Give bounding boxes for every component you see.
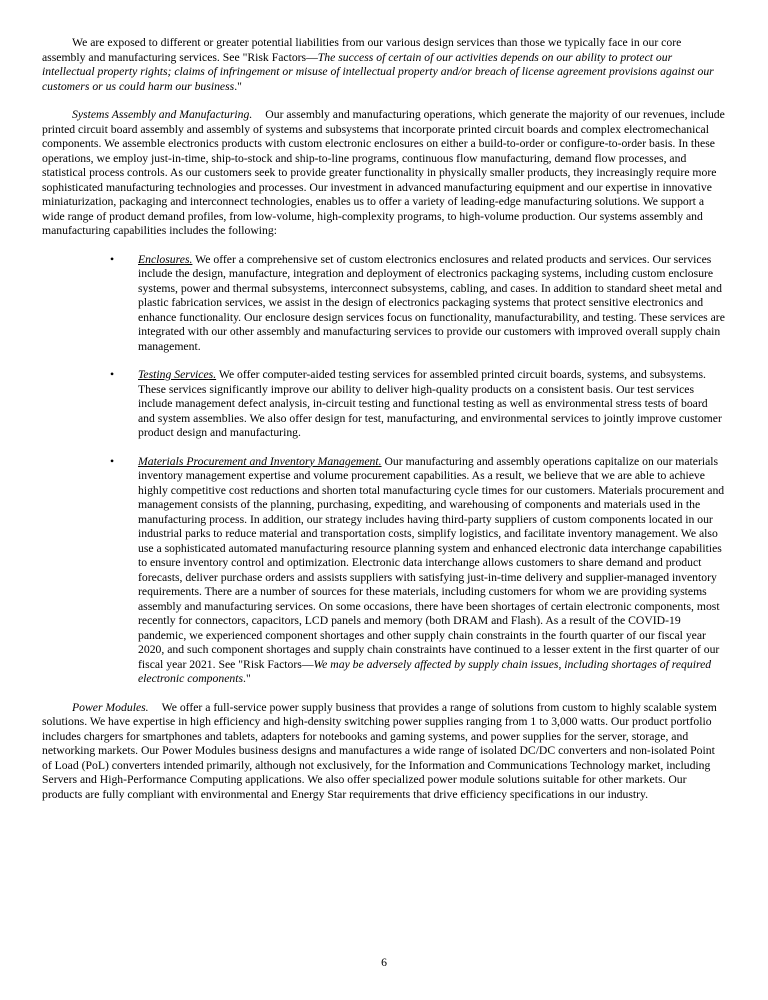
testing-services-heading: Testing Services. [138, 368, 217, 381]
materials-procurement-body: Our manufacturing and assembly operations capitalize on our materials inventory management expertise and volume procurement capabilities. As a result, we believe that we are able to achieve highly competitive cost reductions and shorten total manufacturing cycle times for our customers. Materials procurement and management consists of the planning, purchasing, expediting, and warehousing of components and materials used in the manufacturing process. In addition, our strategy includes having third-party suppliers of custom components located in our industrial parks to reduce material and transportation costs, simplify logistics, and facilitate inventory management. We also use a sophisticated automated manufacturing resource planning system and enhanced electronic data interchange capabilities to ensure inventory control and optimization. Electronic data interchange allows customers to share demand and product forecasts, deliver purchase orders and assists suppliers with satisfying just-in-time delivery and supplier-managed inventory requirements. There are a number of sources for these materials, including customers for whom we are providing systems assembly and manufacturing services. On some occasions, there have been shortages of certain electronic components, most recently for connectors, capacitors, LCD panels and memory (both DRAM and Flash). As a result of the COVID-19 pandemic, we experienced component shortages and other supply chain constraints in the fourth quarter of our fiscal year 2020, and such component shortages and supply chain constraints have continued to a lesser extent in the first quarter of our fiscal year 2021. See "Risk Factors— [138, 454, 725, 671]
list-item-text [138, 455, 726, 687]
intro-lead-text: We are exposed to different or greater potential liabilities from our various design services than those we typically face in our core assembly and manufacturing services. See "Risk Factors— [42, 36, 682, 64]
enclosures-heading: Enclosures. [138, 252, 193, 266]
intro-risk-factor-italic: The success of certain of our activities depends on our ability to protect our intellectual property rights; claims of infringement or misuse of intellectual property and/or breach of license agreement provisions against our customers or us could harm our business [42, 50, 714, 93]
intro-close-text: ." [234, 79, 242, 93]
power-modules-paragraph [42, 701, 726, 803]
enclosures-body: We offer a comprehensive set of custom electronics enclosures and related products and services. Our services include the design, manufacture, integration and deployment of electronics packaging systems, including custom enclosure systems, power and thermal subsystems, interconnect subsystems, cabling, and cases. In addition to standard sheet metal and plastic fabrication services, we assist in the design of electronics packaging systems that protect sensitive electronics and enhance functionality. Our enclosure design services focus on functionality, manufacturability, and testing. These services are integrated with our other assembly and manufacturing services to provide our customers with improved overall supply chain management. [138, 252, 725, 353]
list-item-enclosures [42, 253, 726, 355]
materials-close-text: ." [243, 672, 251, 685]
power-modules-body: We offer a full-service power supply business that provides a range of solutions from custom to highly scalable system solutions. We have expertise in high efficiency and high-density switching power supplies ranging from 1 to 3,000 watts. Our product portfolio includes chargers for smartphones and tablets, adapters for notebooks and gaming systems, and power supplies for the server, storage, and networking markets. Our Power Modules business designs and manufactures a wide range of isolated DC/DC converters and non-isolated Point of Load (PoL) converters intended primarily, although not exclusively, for the Information and Communications Technology market, including Servers and High-Performance Computing applications. We also offer specialized power module solutions suitable for other markets. Our products are fully compliant with environmental and Energy Star requirements that drive efficiency specifications in our industry. [42, 700, 717, 801]
page-number: 6 [381, 956, 387, 969]
list-item-text [138, 253, 726, 355]
bullet-icon: • [110, 454, 115, 468]
bullet-icon: • [110, 368, 115, 381]
materials-risk-factor-italic: We may be adversely affected by supply chain issues, including shortages of required electronic components [138, 657, 712, 685]
list-item-testing-services [42, 368, 726, 441]
list-item-materials-procurement [42, 455, 726, 687]
systems-assembly-paragraph [42, 108, 726, 239]
power-modules-heading: Power Modules. [72, 700, 149, 714]
systems-assembly-body: Our assembly and manufacturing operations, which generate the majority of our revenues, include printed circuit board assembly and assembly of systems and subsystems that incorporate printed circuit boards and complex electromechanical components. We assemble electronics products with custom electronic enclosures on either a build-to-order or configure-to-order basis. In these operations, we employ just-in-time, ship-to-stock and ship-to-line programs, continuous flow manufacturing, demand flow processes, and statistical process controls. As our customers seek to provide greater functionality in physically smaller products, they increasingly require more sophisticated manufacturing technologies and processes. Our investment in advanced manufacturing equipment and our expertise in innovative miniaturization, packaging and interconnect technologies, enables us to offer a variety of leading-edge manufacturing solutions. We support a wide range of product demand profiles, from low-volume, high-complexity programs, to high-volume production. Our systems assembly and manufacturing capabilities includes the following: [42, 108, 725, 237]
materials-procurement-heading: Materials Procurement and Inventory Management. [138, 454, 382, 468]
capabilities-list [42, 253, 726, 687]
systems-assembly-heading: Systems Assembly and Manufacturing. [72, 108, 253, 121]
list-item-text [138, 368, 726, 441]
testing-services-body: We offer computer-aided testing services for assembled printed circuit boards, systems, and subsystems. These services significantly improve our ability to deliver high-quality products on a consistent basis. Our test services include management defect analysis, in-circuit testing and functional testing as well as environmental stress tests of board and system assemblies. We also offer design for test, manufacturing, and environmental services to jointly improve customer product design and manufacturing. [138, 368, 722, 439]
intro-paragraph [42, 36, 726, 94]
bullet-icon: • [110, 252, 115, 266]
